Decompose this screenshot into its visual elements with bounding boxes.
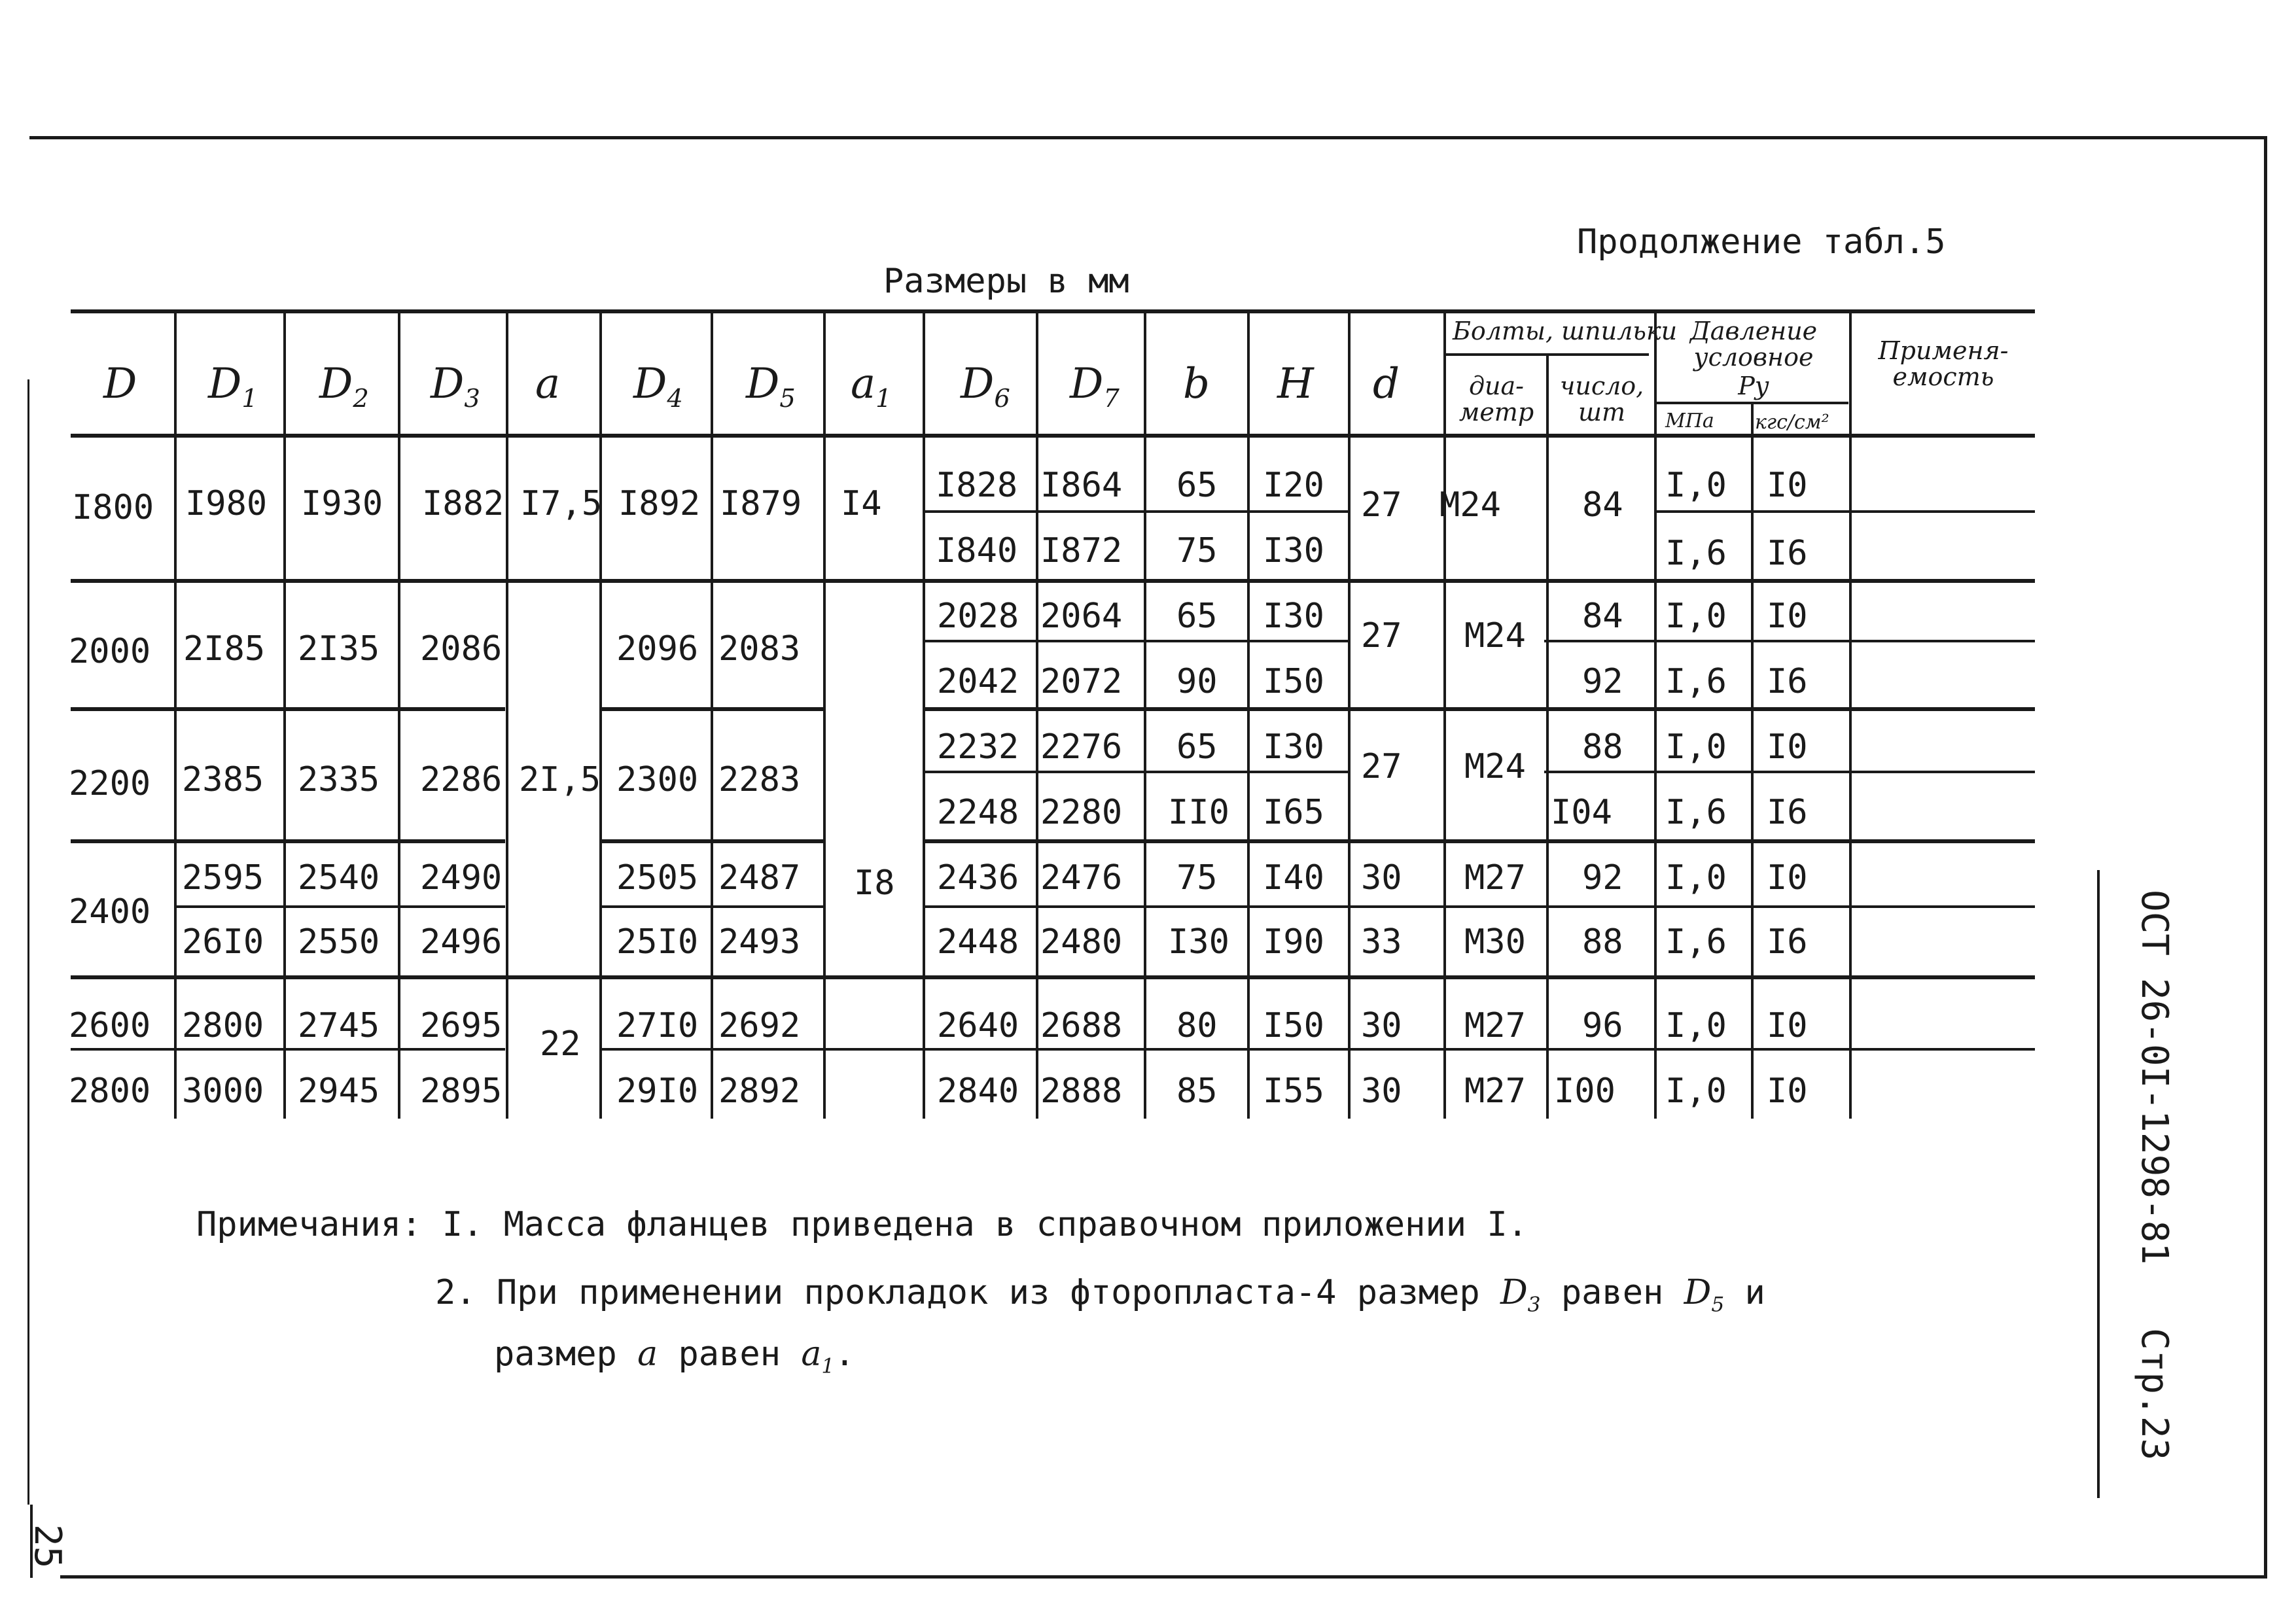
cell-2200-1-n: 88 — [1582, 727, 1623, 767]
cell-2600-b: 80 — [1176, 1006, 1218, 1045]
cell-2400-1-D7: 2476 — [1040, 858, 1123, 898]
col-header-mpa: МПа — [1665, 410, 1714, 432]
cell-2800-mpa: I,0 — [1665, 1072, 1727, 1111]
cell-2400-1-H: I40 — [1263, 858, 1324, 898]
cell-2800-d: 30 — [1361, 1072, 1402, 1111]
cell-2200-D2: 2335 — [298, 760, 380, 799]
cell-2400-2-kgf: I6 — [1767, 922, 1808, 962]
col-header-D5: $D_5$ — [746, 360, 796, 413]
cell-2800-n: I00 — [1554, 1072, 1616, 1111]
cell-2000-2-H: I50 — [1263, 662, 1324, 701]
cell-2200-2-mpa: I,6 — [1665, 793, 1727, 832]
cell-2000-D: 2000 — [69, 632, 151, 671]
document-code: ОСТ 26-0I-1298-81 — [2133, 890, 2176, 1265]
col-header-D1: $D_1$ — [208, 360, 258, 413]
note-2-mid: равен — [1561, 1273, 1664, 1312]
cell-2400-1-D3: 2490 — [420, 858, 503, 898]
cell-2400-2-D7: 2480 — [1040, 922, 1123, 962]
note-2-symbol-D5: $D_5$ — [1684, 1273, 1725, 1317]
cell-2000-1-kgf: I0 — [1767, 597, 1808, 636]
cell-2400-1-mpa: I,0 — [1665, 858, 1727, 898]
col-header-D6: $D_6$ — [961, 360, 1010, 413]
notes-label: Примечания: — [196, 1205, 422, 1244]
cell-1800-2-D7: I872 — [1040, 531, 1123, 570]
note-2-line-1 — [435, 1273, 1765, 1316]
cell-2000-1-mpa: I,0 — [1665, 597, 1727, 636]
cell-a1-shared-2000-2800: I8 — [854, 864, 895, 903]
note-1: I. Масса фланцев приведена в справочном приложении I. — [442, 1205, 1528, 1244]
cell-2800-D4: 29I0 — [616, 1072, 699, 1111]
cell-2200-D5: 2283 — [718, 760, 801, 799]
col-header-D2: $D_2$ — [319, 360, 369, 413]
col-header-kgf: кгс/см² — [1755, 411, 1829, 434]
cell-2200-2-D7: 2280 — [1040, 793, 1123, 832]
cell-2800-kgf: I0 — [1767, 1072, 1808, 1111]
cell-2400-2-b: I30 — [1168, 922, 1229, 962]
cell-2400-2-n: 88 — [1582, 922, 1623, 962]
note-2-symbol-D3: $D_3$ — [1500, 1273, 1541, 1317]
col-header-D4: $D_4$ — [633, 360, 683, 413]
cell-2000-D3: 2086 — [420, 629, 503, 669]
col-header-b: b — [1183, 360, 1210, 408]
cell-2600-H: I50 — [1263, 1006, 1324, 1045]
cell-2200-2-D6: 2248 — [937, 793, 1019, 832]
cell-2800-D2: 2945 — [298, 1072, 380, 1111]
col-header-bolts: Болты, шпильки — [1453, 317, 1678, 345]
cell-2000-2-kgf: I6 — [1767, 662, 1808, 701]
note-2-symbol-a: a — [637, 1335, 658, 1374]
cell-2400-1-D1: 2595 — [182, 858, 264, 898]
cell-1800-D3: I882 — [422, 484, 504, 523]
cell-2400-1-bolt-d: M27 — [1464, 858, 1526, 898]
cell-2200-1-D6: 2232 — [937, 727, 1019, 767]
cell-1800-2-H: I30 — [1263, 531, 1324, 570]
cell-2000-2-b: 90 — [1176, 662, 1218, 701]
cell-2000-bolt-d: M24 — [1464, 616, 1526, 655]
cell-2600-D4: 27I0 — [616, 1006, 699, 1045]
col-header-bolt-count: число, шт — [1559, 372, 1644, 427]
cell-2600-D: 2600 — [69, 1006, 151, 1045]
page-number: Стр.23 — [2133, 1328, 2176, 1461]
cell-2200-1-D7: 2276 — [1040, 727, 1123, 767]
cell-2600-d: 30 — [1361, 1006, 1402, 1045]
cell-1800-1-D6: I828 — [936, 466, 1018, 505]
cell-2600-D7: 2688 — [1040, 1006, 1123, 1045]
col-header-a: a — [535, 360, 561, 408]
cell-1800-2-kgf: I6 — [1767, 534, 1808, 573]
cell-2400-1-D4: 2505 — [616, 858, 699, 898]
cell-2200-1-b: 65 — [1176, 727, 1218, 767]
cell-2400-1-D2: 2540 — [298, 858, 380, 898]
cell-2600-mpa: I,0 — [1665, 1006, 1727, 1045]
sheet-mark: 25 — [26, 1524, 69, 1569]
col-header-H: H — [1277, 360, 1314, 408]
units-caption: Размеры в мм — [883, 262, 1129, 301]
notes-line-1 — [196, 1205, 1528, 1244]
cell-2000-1-D6: 2028 — [937, 597, 1019, 636]
col-header-d: d — [1373, 360, 1400, 408]
cell-2000-1-b: 65 — [1176, 597, 1218, 636]
col-header-pressure-symbol: Pу — [1738, 372, 1769, 400]
cell-2000-1-H: I30 — [1263, 597, 1324, 636]
cell-2600-D1: 2800 — [182, 1006, 264, 1045]
cell-2400-2-H: I90 — [1263, 922, 1324, 962]
cell-2400-2-bolt-d: M30 — [1464, 922, 1526, 962]
cell-2200-bolt-d: M24 — [1464, 747, 1526, 786]
cell-2600-D3: 2695 — [420, 1006, 503, 1045]
cell-1800-d: 27 — [1361, 485, 1402, 525]
cell-2200-D3: 2286 — [420, 760, 503, 799]
cell-2600-n: 96 — [1582, 1006, 1623, 1045]
cell-2600-bolt-d: M27 — [1464, 1006, 1526, 1045]
cell-2600-D2: 2745 — [298, 1006, 380, 1045]
cell-2200-D4: 2300 — [616, 760, 699, 799]
cell-2000-1-n: 84 — [1582, 597, 1623, 636]
cell-2200-D1: 2385 — [182, 760, 264, 799]
cell-1800-D2: I930 — [301, 484, 383, 523]
cell-2800-D3: 2895 — [420, 1072, 503, 1111]
cell-1800-bolt-d: M24 — [1439, 485, 1501, 525]
cell-1800-1-b: 65 — [1176, 466, 1218, 505]
table-continuation-title: Продолжение табл.5 — [1577, 222, 1946, 262]
cell-2800-bolt-d: M27 — [1464, 1072, 1526, 1111]
cell-2000-2-n: 92 — [1582, 662, 1623, 701]
cell-2800-D7: 2888 — [1040, 1072, 1123, 1111]
cell-a-shared-2600-2800: 22 — [540, 1024, 581, 1064]
cell-2000-1-D7: 2064 — [1040, 597, 1123, 636]
cell-2000-D2: 2I35 — [298, 629, 380, 669]
note-2-line2-prefix: размер — [494, 1335, 617, 1374]
cell-a-shared-2000-2400: 2I,5 — [519, 760, 601, 799]
note-2-and: и — [1744, 1273, 1765, 1312]
cell-1800-1-H: I20 — [1263, 466, 1324, 505]
cell-2200-2-b: II0 — [1168, 793, 1229, 832]
cell-2400-2-D2: 2550 — [298, 922, 380, 962]
cell-2600-kgf: I0 — [1767, 1006, 1808, 1045]
cell-2000-D4: 2096 — [616, 629, 699, 669]
cell-2400-1-b: 75 — [1176, 858, 1218, 898]
cell-2200-2-n: I04 — [1551, 793, 1612, 832]
cell-2400-2-D1: 26I0 — [182, 922, 264, 962]
cell-2400-1-d: 30 — [1361, 858, 1402, 898]
cell-2800-D6: 2840 — [937, 1072, 1019, 1111]
note-2-symbol-a1: $a_1$ — [801, 1335, 835, 1378]
cell-1800-a: I7,5 — [520, 484, 603, 523]
cell-2000-d: 27 — [1361, 616, 1402, 655]
cell-1800-1-kgf: I0 — [1767, 466, 1808, 505]
cell-2400-1-kgf: I0 — [1767, 858, 1808, 898]
cell-2000-2-D6: 2042 — [937, 662, 1019, 701]
cell-2000-D1: 2I85 — [183, 629, 266, 669]
cell-2200-1-H: I30 — [1263, 727, 1324, 767]
col-header-bolt-diameter: диа- метр — [1458, 372, 1534, 427]
cell-1800-D: I800 — [72, 488, 154, 527]
col-header-D3: $D_3$ — [431, 360, 480, 413]
cell-2600-D6: 2640 — [937, 1006, 1019, 1045]
cell-2200-D: 2200 — [69, 764, 151, 803]
cell-2400-1-D6: 2436 — [937, 858, 1019, 898]
cell-2600-D5: 2692 — [718, 1006, 801, 1045]
cell-2000-2-mpa: I,6 — [1665, 662, 1727, 701]
cell-2400-2-D4: 25I0 — [616, 922, 699, 962]
cell-2400-2-D6: 2448 — [937, 922, 1019, 962]
cell-2400-2-d: 33 — [1361, 922, 1402, 962]
cell-2200-2-kgf: I6 — [1767, 793, 1808, 832]
cell-2800-H: I55 — [1263, 1072, 1324, 1111]
cell-2400-2-D5: 2493 — [718, 922, 801, 962]
cell-2800-D1: 3000 — [182, 1072, 264, 1111]
col-header-D: D — [103, 360, 137, 408]
side-stamp-line — [2097, 870, 2100, 1498]
cell-1800-2-b: 75 — [1176, 531, 1218, 570]
cell-1800-bolt-n: 84 — [1582, 485, 1623, 525]
cell-1800-2-mpa: I,6 — [1665, 534, 1727, 573]
cell-2200-1-kgf: I0 — [1767, 727, 1808, 767]
col-header-a1: $a_1$ — [851, 360, 892, 413]
cell-2200-1-mpa: I,0 — [1665, 727, 1727, 767]
cell-2800-b: 85 — [1176, 1072, 1218, 1111]
cell-1800-2-D6: I840 — [936, 531, 1018, 570]
note-2-prefix: 2. При применении прокладок из фторопласта-4 размер — [435, 1273, 1480, 1312]
col-header-D7: $D_7$ — [1070, 360, 1120, 413]
cell-2800-D5: 2892 — [718, 1072, 801, 1111]
cell-1800-D5: I879 — [720, 484, 802, 523]
cell-2000-2-D7: 2072 — [1040, 662, 1123, 701]
cell-2000-D5: 2083 — [718, 629, 801, 669]
cell-2400-1-n: 92 — [1582, 858, 1623, 898]
cell-1800-1-mpa: I,0 — [1665, 466, 1727, 505]
note-2-line2-mid: равен — [678, 1335, 781, 1374]
cell-1800-a1: I4 — [841, 484, 882, 523]
cell-2400-1-D5: 2487 — [718, 858, 801, 898]
cell-2400-2-D3: 2496 — [420, 922, 503, 962]
cell-2200-d: 27 — [1361, 747, 1402, 786]
cell-1800-D1: I980 — [185, 484, 268, 523]
cell-2800-D: 2800 — [69, 1072, 151, 1111]
cell-2400-2-mpa: I,6 — [1665, 922, 1727, 962]
cell-2200-2-H: I65 — [1263, 793, 1324, 832]
cell-2400-D: 2400 — [69, 892, 151, 932]
cell-1800-1-D7: I864 — [1040, 466, 1123, 505]
note-2-line-2: размер a равен $a_1$. — [494, 1335, 855, 1378]
col-header-pressure: Давление условное — [1689, 317, 1818, 372]
cell-1800-D4: I892 — [618, 484, 701, 523]
col-header-applicability: Применя- емость — [1878, 336, 2009, 391]
